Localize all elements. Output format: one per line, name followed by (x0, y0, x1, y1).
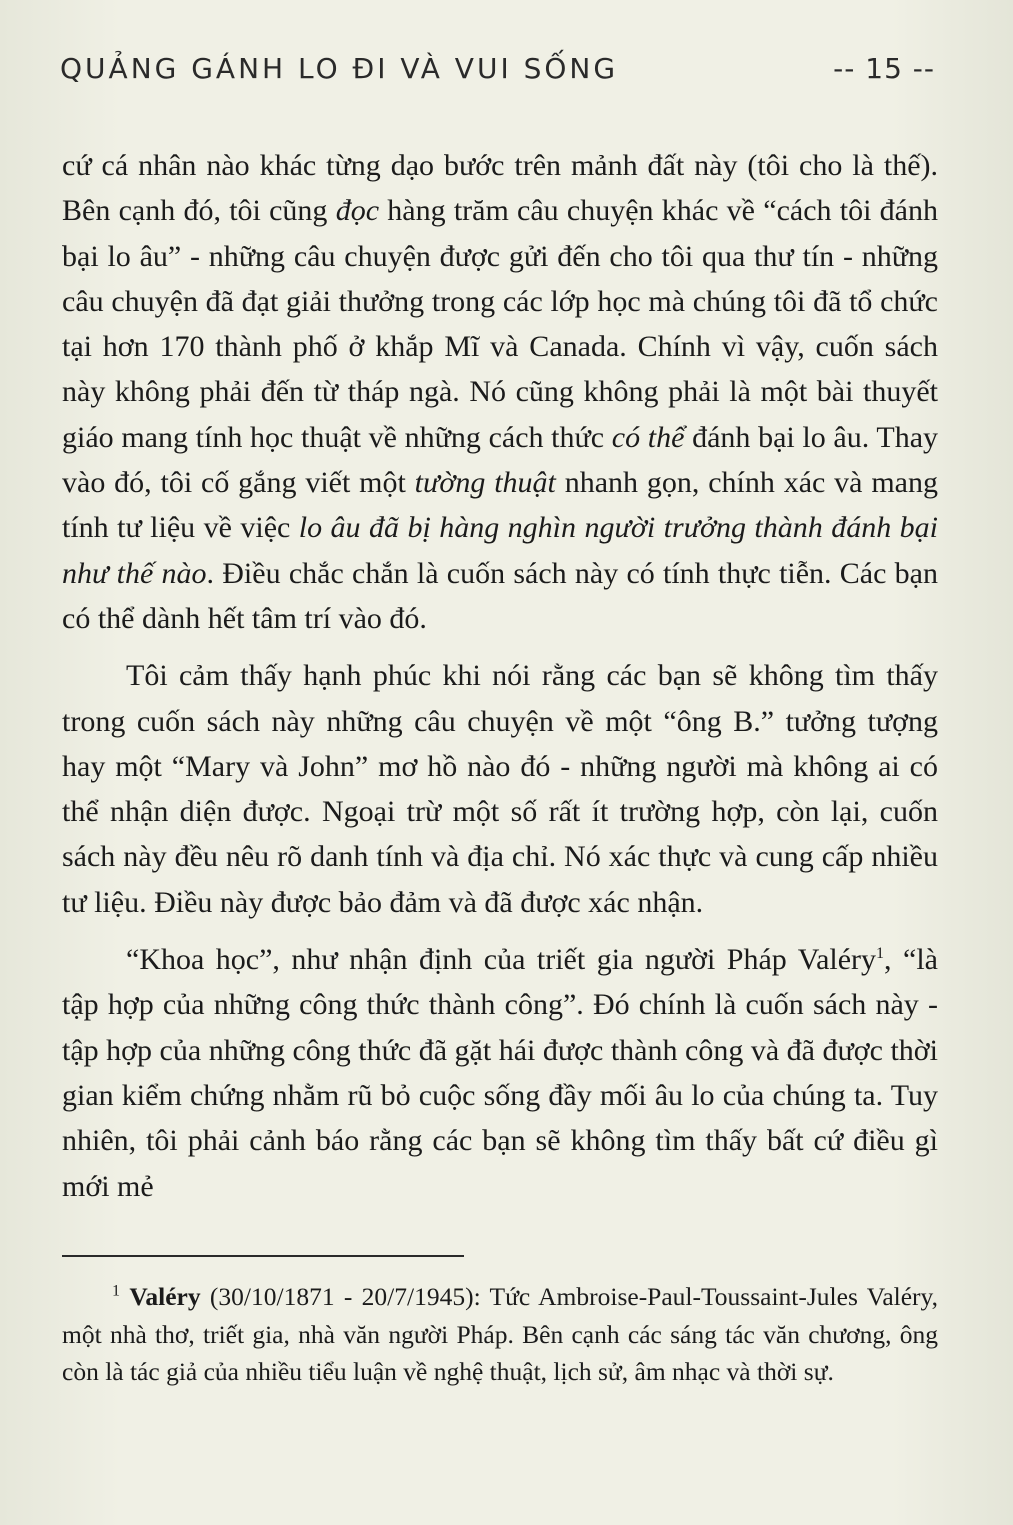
p3-text-1: “Khoa học”, như nhận định của triết gia người Pháp Valéry (126, 943, 877, 977)
p1-italic-1: đọc (335, 194, 380, 228)
footnote-number: 1 (112, 1282, 120, 1300)
paragraph-1 (62, 143, 938, 641)
footnote (62, 1278, 938, 1391)
book-title: QUẢNG GÁNH LO ĐI VÀ VUI SỐNG (60, 52, 619, 85)
p1-text-3: đánh bại lo âu. Thay vào đó, tôi cố gắng viết một (62, 420, 939, 500)
footnote-name: Valéry (129, 1282, 201, 1311)
p1-text-4: nhanh gọn, chính xác và mang tính tư liệu về việc (62, 466, 938, 545)
running-header (60, 48, 935, 88)
p3-text-2: , “là tập hợp của những công thức thành công”. Đó chính là cuốn sách này - tập hợp của những công thức đã gặt hái được thành công và đã được thời gian kiểm chứng nhằm rũ bỏ cuộc sống đầy mối âu lo của chúng ta. Tuy nhiên, tôi phải cảnh báo rằng các bạn sẽ không tìm thấy bất cứ điều gì mới mẻ (62, 943, 938, 1203)
body-text (62, 143, 938, 1221)
p1-text-2: hàng trăm câu chuyện khác về “cách tôi đánh bại lo âu” - những câu chuyện được gửi đến cho tôi qua thư tín - những câu chuyện đã đạt giải thưởng trong các lớp học mà chúng tôi đã tổ chức tại hơn 170 thành phố ở khắp Mĩ và Canada. Chính vì vậy, cuốn sách này không phải đến từ tháp ngà. Nó cũng không phải là một bài thuyết giáo mang tính học thuật về những cách thức (62, 194, 938, 454)
p1-italic-4: lo âu đã bị hàng nghìn người trưởng thành đánh bại như thế nào (62, 511, 938, 590)
footnote-text: (30/10/1871 - 20/7/1945): Tức Ambroise-Paul-Toussaint-Jules Valéry, một nhà thơ, triết gia, nhà văn người Pháp. Bên cạnh các sáng tác văn chương, ông còn là tác giả của nhiều tiểu luận về nghệ thuật, lịch sử, âm nhạc và thời sự. (62, 1282, 938, 1386)
footnote-divider (62, 1255, 464, 1257)
footnote-reference: 1 (876, 945, 885, 963)
p1-text-5: . Điều chắc chắn là cuốn sách này có tính thực tiễn. Các bạn có thể dành hết tâm trí vào đó. (62, 556, 939, 635)
page-number: -- 15 -- (833, 52, 935, 85)
p1-text-1: cứ cá nhân nào khác từng dạo bước trên mảnh đất này (tôi cho là thế). Bên cạnh đó, tôi cũng (62, 149, 938, 228)
p1-italic-3: tường thuật (414, 466, 556, 500)
paragraph-2: Tôi cảm thấy hạnh phúc khi nói rằng các bạn sẽ không tìm thấy trong cuốn sách này những câu chuyện về một “ông B.” tưởng tượng hay một “Mary và John” mơ hồ nào đó - những người mà không ai có thể nhận diện được. Ngoại trừ một số rất ít trường hợp, còn lại, cuốn sách này đều nêu rõ danh tính và địa chỉ. Nó xác thực và cung cấp nhiều tư liệu. Điều này được bảo đảm và đã được xác nhận. (62, 659, 938, 919)
paragraph-3 (62, 937, 938, 1209)
p1-italic-2: có thể (611, 420, 685, 454)
